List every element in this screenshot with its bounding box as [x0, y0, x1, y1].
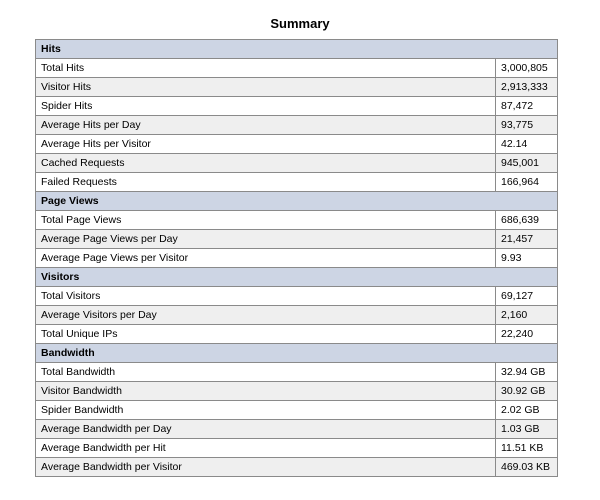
- stat-value: 1.03 GB: [496, 420, 558, 439]
- table-row: [36, 420, 558, 439]
- page-title: Summary: [270, 16, 330, 31]
- stat-label: Average Bandwidth per Hit: [36, 439, 496, 458]
- stat-value: 93,775: [496, 116, 558, 135]
- stat-label: Average Page Views per Visitor: [36, 249, 496, 268]
- stat-value: 2,913,333: [496, 78, 558, 97]
- table-row: [36, 306, 558, 325]
- stat-label: Total Page Views: [36, 211, 496, 230]
- section-title: Page Views: [36, 192, 558, 211]
- stat-value: 30.92 GB: [496, 382, 558, 401]
- table-row: [36, 458, 558, 477]
- table-row: [36, 173, 558, 192]
- table-row: [36, 78, 558, 97]
- stat-label: Total Hits: [36, 59, 496, 78]
- table-row: [36, 59, 558, 78]
- section-title: Bandwidth: [36, 344, 558, 363]
- stat-value: 42.14: [496, 135, 558, 154]
- section-header-visitors: [36, 268, 558, 287]
- stat-label: Total Bandwidth: [36, 363, 496, 382]
- stat-value: 945,001: [496, 154, 558, 173]
- stat-value: 166,964: [496, 173, 558, 192]
- stat-label: Average Bandwidth per Day: [36, 420, 496, 439]
- stat-value: 32.94 GB: [496, 363, 558, 382]
- stat-value: 87,472: [496, 97, 558, 116]
- summary-table: [35, 39, 558, 477]
- stat-value: 2.02 GB: [496, 401, 558, 420]
- stat-value: 686,639: [496, 211, 558, 230]
- section-title: Visitors: [36, 268, 558, 287]
- stat-label: Total Visitors: [36, 287, 496, 306]
- table-row: [36, 135, 558, 154]
- stat-value: 2,160: [496, 306, 558, 325]
- section-header-bandwidth: [36, 344, 558, 363]
- table-row: [36, 382, 558, 401]
- stat-label: Average Page Views per Day: [36, 230, 496, 249]
- table-row: [36, 363, 558, 382]
- stat-label: Visitor Hits: [36, 78, 496, 97]
- table-row: [36, 249, 558, 268]
- section-header-page-views: [36, 192, 558, 211]
- table-row: [36, 116, 558, 135]
- table-row: [36, 325, 558, 344]
- stat-label: Average Bandwidth per Visitor: [36, 458, 496, 477]
- section-header-hits: [36, 40, 558, 59]
- stat-value: 3,000,805: [496, 59, 558, 78]
- summary-table-body: [36, 40, 558, 477]
- stat-value: 11.51 KB: [496, 439, 558, 458]
- stat-value: 469.03 KB: [496, 458, 558, 477]
- table-row: [36, 154, 558, 173]
- section-title: Hits: [36, 40, 558, 59]
- stat-value: 69,127: [496, 287, 558, 306]
- stat-label: Visitor Bandwidth: [36, 382, 496, 401]
- table-row: [36, 401, 558, 420]
- stat-label: Spider Hits: [36, 97, 496, 116]
- stat-label: Average Visitors per Day: [36, 306, 496, 325]
- stat-value: 21,457: [496, 230, 558, 249]
- table-row: [36, 97, 558, 116]
- stat-value: 9.93: [496, 249, 558, 268]
- stat-label: Spider Bandwidth: [36, 401, 496, 420]
- stat-label: Total Unique IPs: [36, 325, 496, 344]
- table-row: [36, 287, 558, 306]
- stat-label: Average Hits per Day: [36, 116, 496, 135]
- table-row: [36, 211, 558, 230]
- stat-value: 22,240: [496, 325, 558, 344]
- stat-label: Cached Requests: [36, 154, 496, 173]
- table-row: [36, 439, 558, 458]
- table-row: [36, 230, 558, 249]
- stat-label: Average Hits per Visitor: [36, 135, 496, 154]
- stat-label: Failed Requests: [36, 173, 496, 192]
